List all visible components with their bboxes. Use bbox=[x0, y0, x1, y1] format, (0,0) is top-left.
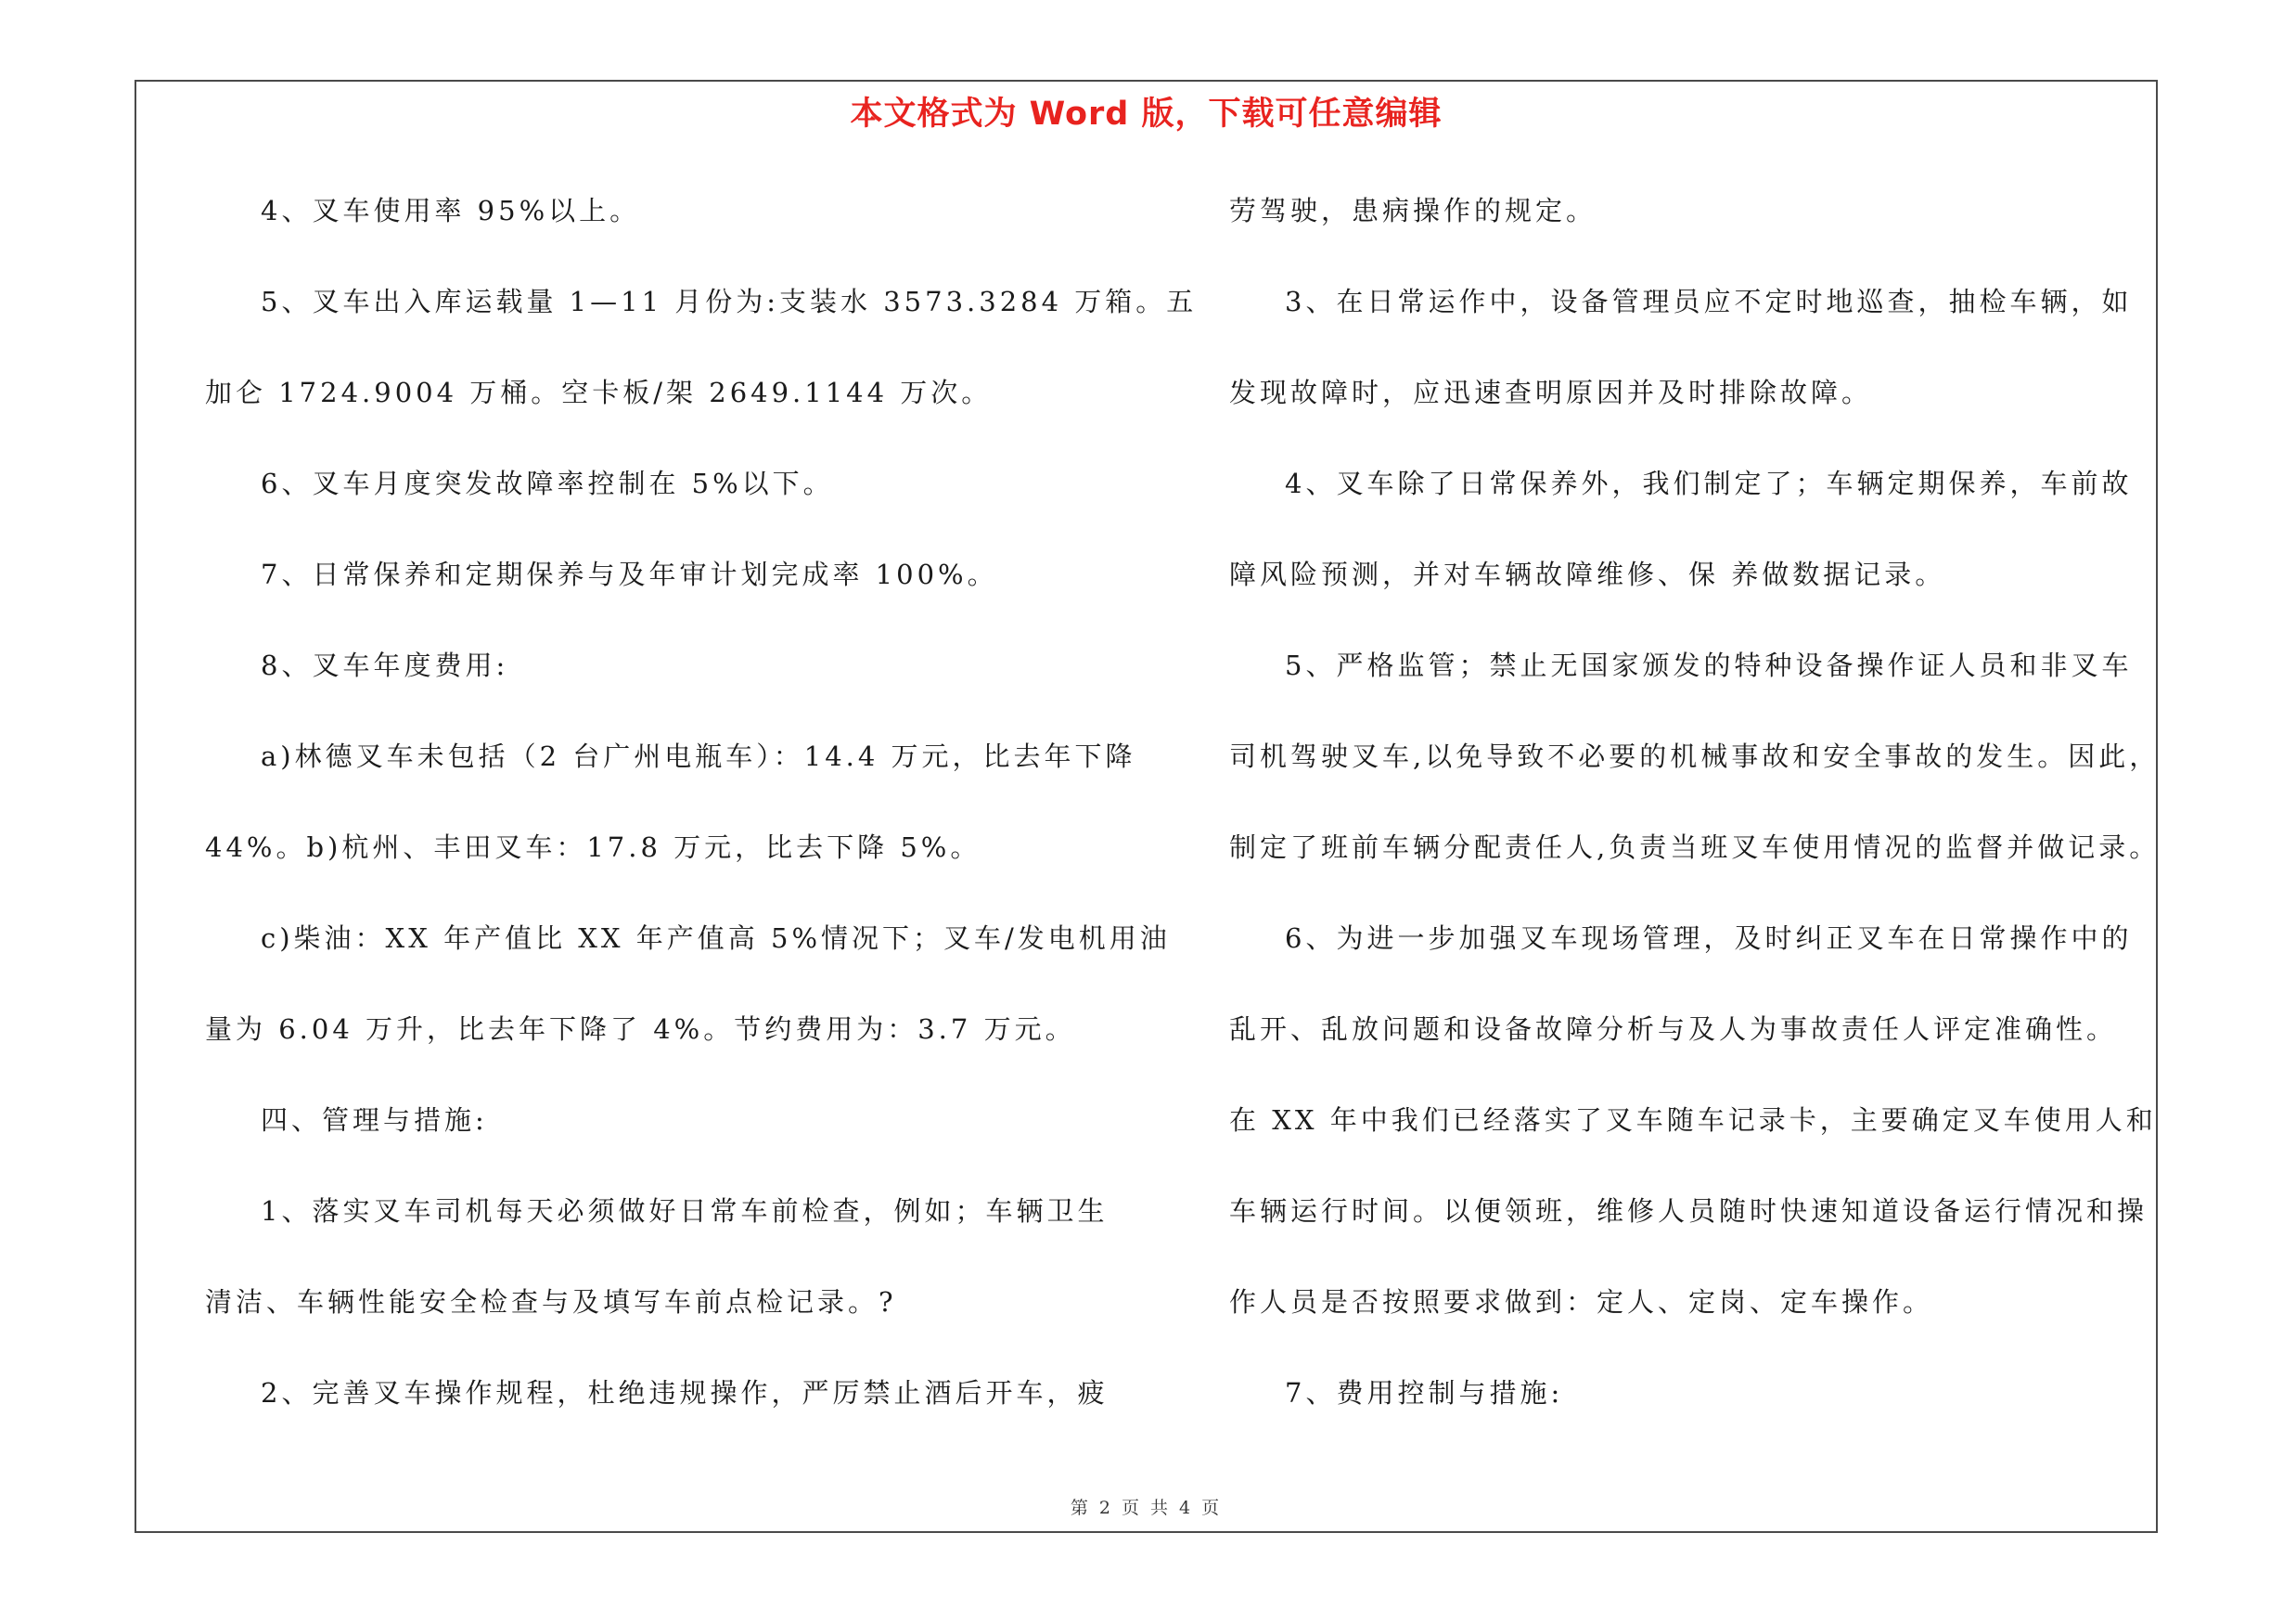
text-line: 加仑 1724.9004 万桶。空卡板/架 2649.1144 万次。 bbox=[205, 377, 993, 408]
text-line: 制定了班前车辆分配责任人,负责当班叉车使用情况的监督并做记录。 bbox=[1229, 831, 2161, 863]
text-line: 四、管理与措施: bbox=[261, 1104, 488, 1136]
text-line: 司机驾驶叉车,以免导致不必要的机械事故和安全事故的发生。因此， bbox=[1229, 741, 2161, 772]
text-line: 障风险预测，并对车辆故障维修、保 养做数据记录。 bbox=[1229, 559, 1946, 590]
text-line: 2、完善叉车操作规程，杜绝违规操作，严厉禁止酒后开车，疲 bbox=[261, 1377, 1109, 1409]
text-line: 量为 6.04 万升，比去年下降了 4%。节约费用为：3.7 万元。 bbox=[205, 1013, 1076, 1045]
text-line: 6、为进一步加强叉车现场管理，及时纠正叉车在日常操作中的 bbox=[1285, 922, 2133, 954]
text-line: 6、叉车月度突发故障率控制在 5%以下。 bbox=[261, 468, 834, 499]
text-line: 作人员是否按照要求做到：定人、定岗、定车操作。 bbox=[1229, 1286, 1934, 1318]
text-line: 7、日常保养和定期保养与及年审计划完成率 100%。 bbox=[261, 559, 998, 590]
text-line: 车辆运行时间。以便领班，维修人员随时快速知道设备运行情况和操 bbox=[1229, 1195, 2148, 1227]
text-line: 5、严格监管；禁止无国家颁发的特种设备操作证人员和非叉车 bbox=[1285, 650, 2133, 681]
text-line: 44%。b)杭州、丰田叉车：17.8 万元，比去下降 5%。 bbox=[205, 831, 981, 863]
text-line: 5、叉车出入库运载量 1—11 月份为:支装水 3573.3284 万箱。五 bbox=[261, 286, 1198, 317]
right-text-column bbox=[1229, 184, 2161, 1457]
text-line: a)林德叉车未包括（2 台广州电瓶车）：14.4 万元，比去年下降 bbox=[261, 741, 1136, 772]
left-text-column bbox=[205, 184, 1198, 1457]
text-line: 8、叉车年度费用: bbox=[261, 650, 509, 681]
page-number-footer: 第 2 页 共 4 页 bbox=[1070, 1498, 1223, 1518]
text-line: c)柴油：XX 年产值比 XX 年产值高 5%情况下；叉车/发电机用油 bbox=[261, 922, 1171, 954]
text-line: 7、费用控制与措施: bbox=[1285, 1377, 1564, 1409]
text-line: 1、落实叉车司机每天必须做好日常车前检查，例如；车辆卫生 bbox=[261, 1195, 1109, 1227]
text-line: 发现故障时，应迅速查明原因并及时排除故障。 bbox=[1229, 377, 1873, 408]
text-line: 乱开、乱放问题和设备故障分析与及人为事故责任人评定准确性。 bbox=[1229, 1013, 2118, 1045]
text-line: 清洁、车辆性能安全检查与及填写车前点检记录。? bbox=[205, 1286, 897, 1318]
text-line: 在 XX 年中我们已经落实了叉车随车记录卡，主要确定叉车使用人和 bbox=[1229, 1104, 2157, 1136]
text-line: 4、叉车除了日常保养外，我们制定了；车辆定期保养，车前故 bbox=[1285, 468, 2133, 499]
word-format-banner: 本文格式为 Word 版，下载可任意编辑 bbox=[850, 96, 1443, 133]
text-line: 4、叉车使用率 95%以上。 bbox=[261, 195, 641, 226]
text-line: 劳驾驶，患病操作的规定。 bbox=[1229, 195, 1597, 226]
text-line: 3、在日常运作中，设备管理员应不定时地巡查，抽检车辆，如 bbox=[1285, 286, 2133, 317]
